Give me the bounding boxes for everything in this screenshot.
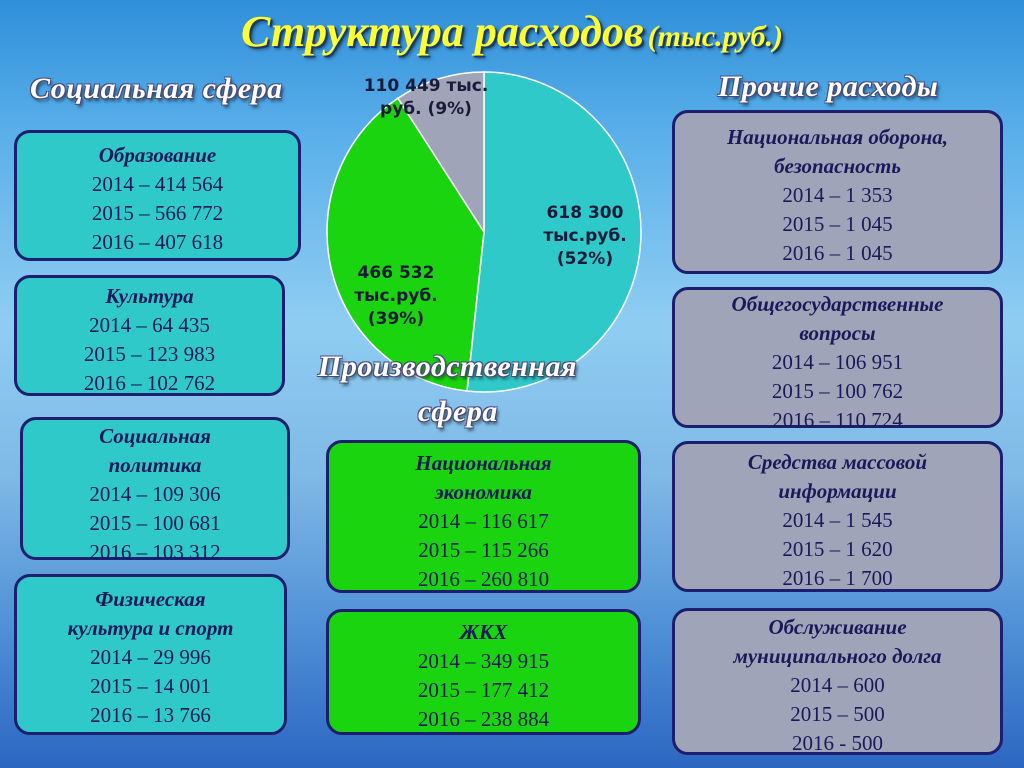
box-name: Образование (98, 143, 217, 167)
box-culture (14, 275, 285, 396)
box-value-line: 2014 – 414 564 (91, 172, 224, 196)
box-value-line: 2016 – 102 762 (83, 371, 216, 395)
box-value-line: 2014 – 64 435 (89, 313, 210, 337)
box-value-line: 2016 – 110 724 (772, 408, 903, 432)
box-value-line: 2014 – 106 951 (771, 350, 904, 374)
box-name: вопросы (799, 321, 876, 345)
pie-slice-label: 618 300 тыс.руб. (52%) (543, 203, 627, 269)
section-production-heading-line1: Производственная (318, 350, 577, 383)
box-value-line: 2016 – 238 884 (417, 707, 550, 731)
box-value-line: 2016 – 1 045 (782, 241, 893, 265)
box-education (14, 130, 301, 261)
box-name: безопасность (774, 154, 901, 178)
box-value-line: 2014 – 109 306 (89, 482, 221, 506)
box-value-line: 2014 – 349 915 (417, 649, 550, 673)
box-value-line: 2015 – 100 762 (771, 379, 904, 403)
box-name: информации (778, 479, 897, 503)
box-name: Физическая (95, 587, 206, 611)
box-value-line: 2014 – 600 (790, 673, 885, 697)
box-name: Социальная (99, 424, 211, 448)
box-national-economy (326, 440, 641, 593)
box-value-line: 2015 – 14 001 (90, 674, 211, 698)
box-value-line: 2016 – 260 810 (417, 567, 550, 591)
box-name: ЖКХ (459, 620, 508, 644)
box-name: Культура (105, 284, 194, 308)
section-other-heading: Прочие расходы (718, 70, 939, 103)
box-value-line: 2015 – 115 266 (418, 538, 549, 562)
box-value-line: 2016 – 103 312 (89, 540, 221, 564)
title-unit: (тыс.руб.) (647, 20, 784, 53)
pie-slice-label: 466 532 тыс.руб. (39%) (354, 263, 438, 329)
box-name: культура и спорт (67, 616, 234, 640)
section-production-heading-line2: сфера (418, 395, 498, 428)
pie-slice-label: 110 449 тыс. руб. (9%) (363, 76, 489, 119)
box-general-state-issues (672, 287, 1003, 432)
box-housing-utilities (326, 609, 641, 735)
box-value-line: 2016 - 500 (792, 731, 883, 755)
box-municipal-debt (672, 608, 1003, 755)
title-main: Структура расходов (240, 7, 644, 56)
box-value-line: 2015 – 566 772 (91, 201, 224, 225)
box-national-defense (672, 110, 1003, 274)
box-value-line: 2016 – 13 766 (90, 703, 211, 727)
box-sport (14, 574, 287, 735)
box-value-line: 2015 – 100 681 (89, 511, 221, 535)
box-name: муниципального долга (733, 644, 942, 668)
box-value-line: 2014 – 1 545 (782, 508, 893, 532)
box-value-line: 2015 – 123 983 (83, 342, 216, 366)
box-value-line: 2016 – 407 618 (91, 230, 224, 254)
box-value-line: 2014 – 1 353 (782, 183, 893, 207)
box-value-line: 2015 – 1 620 (782, 537, 893, 561)
box-value-line: 2014 – 29 996 (90, 645, 211, 669)
box-name: политика (108, 453, 202, 477)
box-name: Национальная оборона, (726, 125, 949, 149)
box-mass-media (672, 441, 1003, 592)
box-name: Средства массовой (747, 450, 928, 474)
box-value-line: 2016 – 1 700 (782, 566, 893, 590)
box-value-line: 2014 – 116 617 (418, 509, 549, 533)
box-name: Общегосударственные (731, 292, 944, 316)
box-social-policy (20, 417, 290, 564)
box-name: Обслуживание (768, 615, 907, 639)
box-value-line: 2015 – 177 412 (417, 678, 550, 702)
box-name: Национальная (415, 451, 552, 475)
box-name: экономика (434, 480, 533, 504)
box-value-line: 2015 – 1 045 (782, 212, 893, 236)
box-value-line: 2015 – 500 (790, 702, 885, 726)
section-social-heading: Социальная сфера (30, 72, 283, 105)
